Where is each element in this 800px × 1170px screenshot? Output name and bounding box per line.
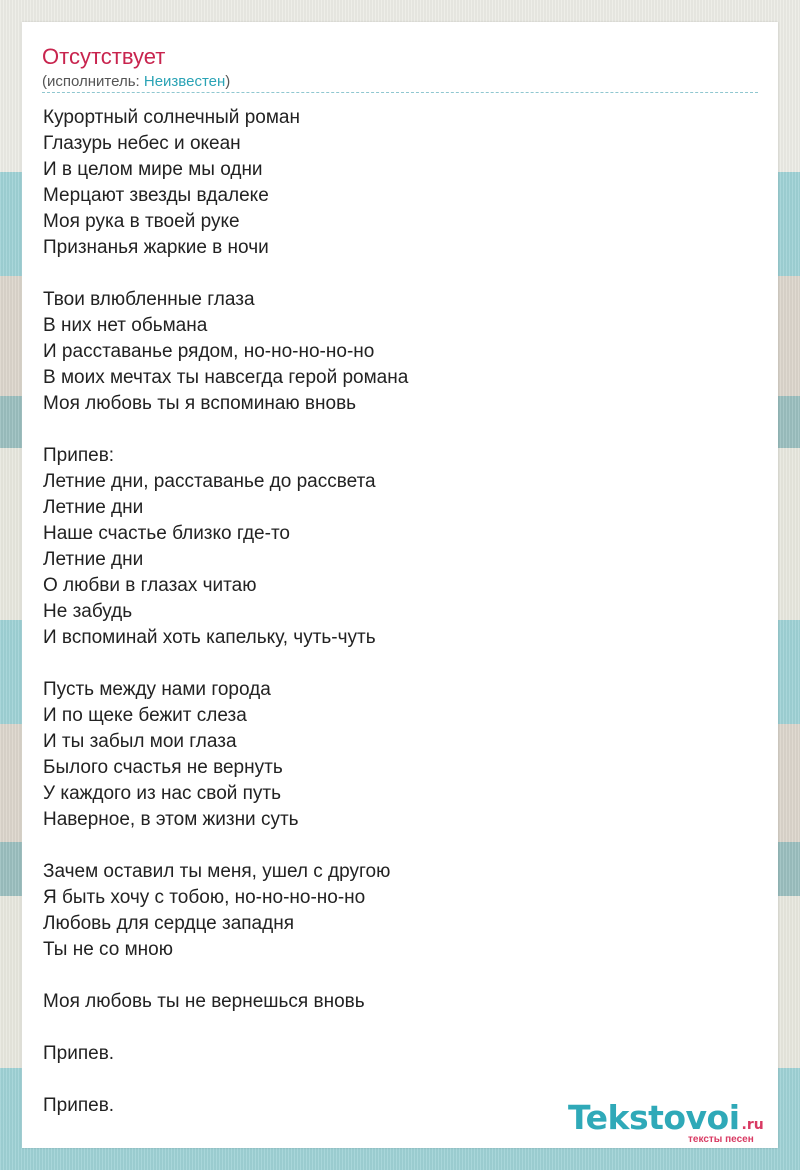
artist-suffix: )	[225, 73, 231, 90]
lyric-line: Былого счастья не вернуть	[43, 757, 283, 778]
lyric-line: Наше счастье близко где-то	[43, 523, 290, 544]
stanza-break	[43, 651, 743, 677]
lyric-line: Я быть хочу с тобою, но-но-но-но-но	[43, 887, 366, 908]
lyric-line: И в целом мире мы одни	[43, 159, 263, 180]
lyric-line: Курортный солнечный роман	[43, 107, 300, 128]
lyric-line: Припев.	[43, 1043, 115, 1064]
lyric-line: Летние дни	[43, 549, 144, 570]
lyric-line: Признанья жаркие в ночи	[43, 237, 269, 258]
lyric-line: Припев.	[43, 1095, 115, 1116]
artist-prefix: (исполнитель:	[42, 73, 144, 90]
lyric-line: Наверное, в этом жизни суть	[43, 809, 299, 830]
lyric-line: Твои влюбленные глаза	[43, 289, 255, 310]
lyric-line: Летние дни	[43, 497, 144, 518]
stanza-break	[43, 1015, 743, 1041]
site-logo[interactable]	[568, 1098, 778, 1144]
lyric-line: Моя рука в твоей руке	[43, 211, 240, 232]
lyric-line: Пусть между нами города	[43, 679, 271, 700]
lyric-line: Мерцают звезды вдалеке	[43, 185, 269, 206]
lyric-line: И по щеке бежит слеза	[43, 705, 247, 726]
lyrics-sheet	[22, 22, 778, 1148]
lyric-line: Моя любовь ты не вернешься вновь	[43, 991, 365, 1012]
title-divider	[42, 92, 758, 93]
lyric-line: В моих мечтах ты навсегда герой романа	[43, 367, 409, 388]
lyric-line: О любви в глазах читаю	[43, 575, 257, 596]
stanza-break	[43, 1067, 743, 1093]
stanza-break	[43, 261, 743, 287]
logo-tagline: тексты песен	[688, 1134, 754, 1145]
artist-name-link[interactable]: Неизвестен	[143, 73, 226, 90]
lyric-line: И расставанье рядом, но-но-но-но-но	[43, 341, 375, 362]
logo-tld: .ru	[741, 1117, 764, 1133]
lyric-line: Припев:	[43, 445, 115, 466]
artist-line	[42, 72, 230, 92]
lyric-line: И вспоминай хоть капельку, чуть-чуть	[43, 627, 376, 648]
lyric-line: Ты не со мною	[43, 939, 173, 960]
lyric-line: Не забудь	[43, 601, 133, 622]
lyric-line: Моя любовь ты я вспоминаю вновь	[43, 393, 357, 414]
lyric-line: Зачем оставил ты меня, ушел с другою	[43, 861, 391, 882]
stanza-break	[43, 963, 743, 989]
lyric-line: Летние дни, расставанье до рассвета	[43, 471, 376, 492]
song-title: Отсутствует	[42, 44, 166, 69]
lyrics-body	[43, 105, 743, 1119]
lyric-line: Любовь для сердце западня	[43, 913, 294, 934]
lyric-line: В них нет обьмана	[43, 315, 208, 336]
lyric-line: Глазурь небес и океан	[43, 133, 241, 154]
logo-main-text: Tekstovoi	[568, 1098, 740, 1137]
lyric-line: У каждого из нас свой путь	[43, 783, 282, 804]
stanza-break	[43, 417, 743, 443]
lyric-line: И ты забыл мои глаза	[43, 731, 237, 752]
stanza-break	[43, 833, 743, 859]
